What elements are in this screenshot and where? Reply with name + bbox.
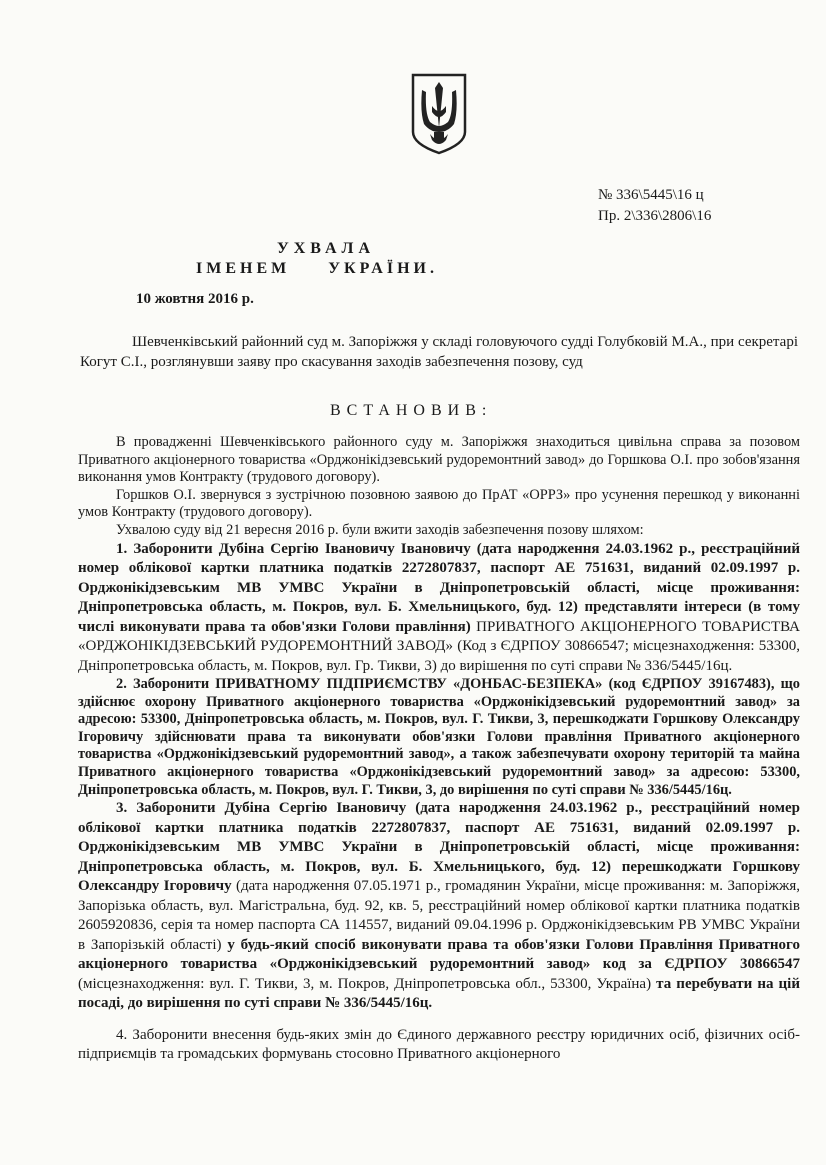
document-subtitle: ІМЕНЕМ УКРАЇНИ. [196,260,438,277]
paragraph-proceedings: В провадженні Шевченківського районного суду м. Запоріжжя знаходиться цивільна справа за позовом Приватного акціонерного товариства «Орджонікідзевський рудоремонтний завод» до Горшкова О.І. про зобов'язання виконання умов Контракту (трудового договору). [78,434,800,486]
intro-paragraph: Шевченківський районний суд м. Запоріжжя у складі головуючого судді Голубковій М.А., при секретарі Когут С.І., розглянувши заяву про скасування заходів забезпечення позову, суд [80,334,798,370]
proceeding-number: Пр. 2\336\2806\16 [598,208,712,224]
item3-text-a: (дата народження 07.05.1971 р., громадянин України, місце проживання: м. Запоріжжя, Запорізька область, вул. Магістральна, буд. 92, кв. 5, реєстраційний номер облікової картки платника податків 2605920836, серія та номер паспорта СА 114557, виданий 09.04.1996 р. Орджонікідзевським РВ УМВС України в Запорізькій області) [78,878,800,953]
item3-bold-text-b: у будь-який спосіб виконувати права та обов'язки Голови Правління Приватного акціонерного товариства «Орджонікідзевський рудоремонтний завод» код за ЄДРПОУ 30866547 [78,936,800,973]
item3-bold-text-a: 3. Заборонити Дубіна Сергію Івановичу (дата народження 24.03.1962 р., реєстраційний номер облікової картки платника податків 2272807837, паспорт АЕ 751631, виданий 02.09.1997 р. Орджонікідзевським МВ УМВС України в Дніпропетровській області, місце проживання: Дніпропетровська область, м. Покров, вул. Б. Хмельницького, буд. 12) перешкоджати Горшкову Олександру Ігоровичу [78,800,800,895]
document-title: УХВАЛА [277,240,375,257]
document-body [78,434,800,1065]
paragraph-ruling: Ухвалою суду від 21 вересня 2016 р. були вжити заходів забезпечення позову шляхом: [116,521,644,538]
section-heading: ВСТАНОВИВ: [330,402,493,419]
list-item-1 [78,540,800,677]
list-item-4: 4. Заборонити внесення будь-яких змін до Єдиного державного реєстру юридичних осіб, фізичних осіб-підприємців та громадських формувань стосовно Приватного акціонерного [78,1026,800,1063]
item1-bold-text: 1. Заборонити Дубіна Сергію Івановичу Івановичу (дата народження 24.03.1962 р., реєстраційний номер облікової картки платника податків 2272807837, паспорт АЕ 751631, виданий 02.09.1997 р. Орджонікідзевським МВ УМВС України в Дніпропетровській області, місце проживання: Дніпропетровська область, м. Покров, вул. Б. Хмельницького, буд. 12) представляти інтереси (в тому числі виконувати права та обов'язки Голови правління) [78,540,800,635]
paragraph-counterclaim: Горшков О.І. звернувся з зустрічною позовною заявою до ПрАТ «ОРРЗ» про усунення перешкод у виконанні умов Контракту (трудового договору). [78,486,800,521]
document-date: 10 жовтня 2016 р. [136,291,254,307]
case-number: № 336\5445\16 ц [598,187,704,203]
list-item-3 [78,799,800,1014]
list-item-2: 2. Заборонити ПРИВАТНОМУ ПІДПРИЄМСТВУ «ДОНБАС-БЕЗПЕКА» (код ЄДРПОУ 39167483), що здійснює охорону Приватного акціонерного товариства «Орджонікідзевський рудоремонтний завод» за адресою: 53300, Дніпропетровська область, м. Покров, вул. Г. Тикви, 3, перешкоджати Горшкову Олександру Ігоровичу здійснювати права та виконувати обов'язки Голови правління Приватного акціонерного товариства «Орджонікідзевський рудоремонтний завод», а також забезпечувати охорону територій та майна Приватного акціонерного товариства «Орджонікідзевський рудоремонтний завод» за адресою: 53300, Дніпропетровська область, м. Покров, вул. Г. Тикви, 3, до вирішення по суті справи № 336/5445/16ц. [78,676,800,798]
item1-text: ПРИВАТНОГО АКЦІОНЕРНОГО ТОВАРИСТВА «ОРДЖОНІКІДЗЕВСЬКИЙ РУДОРЕМОНТНИЙ ЗАВОД» (Код з ЄДРПОУ 30866547; місцезнаходження: 53300, Дніпропетровська область, м. Покров, вул. Гр. Тикви, 3) до вирішення по суті справи № 336/5445/16ц. [78,618,800,674]
item3-text-b: (місцезнаходження: вул. Г. Тикви, 3, м. Покров, Дніпропетровська обл., 53300, Україна) [78,975,652,992]
item3-bold-text-c: та перебувати на цій посаді, до вирішення по суті справи № 336/5445/16ц. [78,975,800,1012]
trident-emblem-icon [410,72,468,156]
